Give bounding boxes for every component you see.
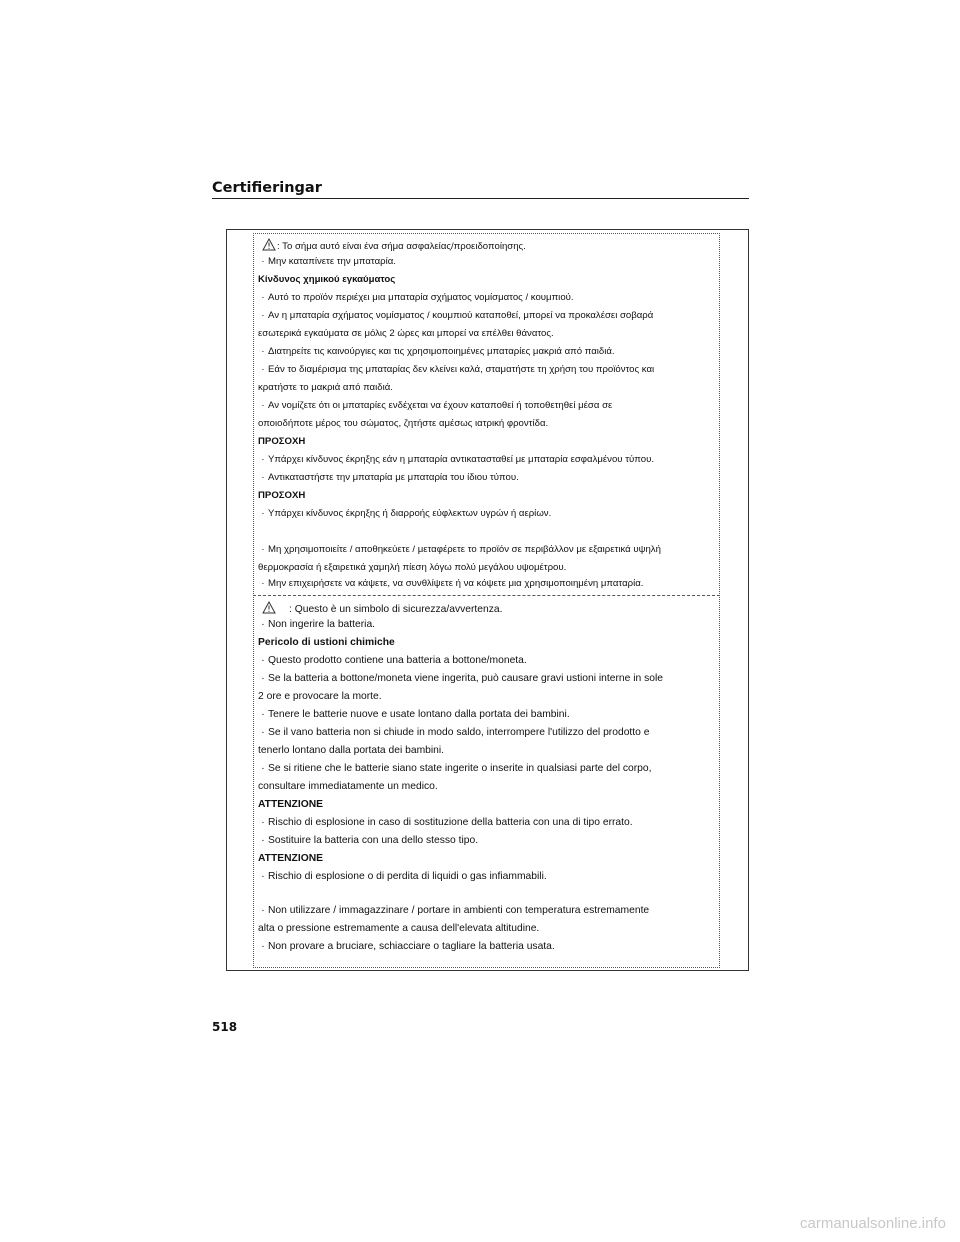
list-item <box>258 400 612 412</box>
bullet: · <box>261 619 265 630</box>
list-item <box>258 817 633 829</box>
list-item <box>258 727 649 739</box>
list-item-text: Υπάρχει κίνδυνος έκρηξης εάν η μπαταρία αντικατασταθεί με μπαταρία εσφαλμένου τύπου. <box>268 454 654 465</box>
bullet: · <box>261 400 265 411</box>
bullet: · <box>261 364 265 375</box>
list-item <box>258 941 555 953</box>
caution-heading: ATTENZIONE <box>258 799 324 810</box>
italian-symbol-note: : Questo è un simbolo di sicurezza/avvertenza. <box>289 604 503 615</box>
bullet: · <box>261 763 265 774</box>
greek-symbol-note: : Το σήμα αυτό είναι ένα σήμα ασφαλείας/προειδοποίησης. <box>277 241 526 252</box>
list-item-text: Rischio di esplosione o di perdita di liquidi o gas infiammabili. <box>268 871 547 882</box>
list-item <box>258 508 551 520</box>
bullet: · <box>261 508 265 519</box>
bullet: · <box>261 544 265 555</box>
list-item <box>258 835 478 847</box>
section-heading: Κίνδυνος χημικού εγκαύματος <box>258 274 396 285</box>
list-item <box>258 364 654 376</box>
list-item <box>258 763 652 775</box>
list-item-text: Se il vano batteria non si chiude in modo saldo, interrompere l'utilizzo del prodotto e <box>268 727 650 738</box>
list-item-text: Rischio di esplosione in caso di sostituzione della batteria con una di tipo errato. <box>268 817 633 828</box>
list-item <box>258 709 570 721</box>
list-item <box>258 454 654 466</box>
list-item-continuation: εσωτερικά εγκαύματα σε μόλις 2 ώρες και μπορεί να επέλθει θάνατος. <box>258 328 554 339</box>
list-item <box>258 655 527 667</box>
list-item-text: Υπάρχει κίνδυνος έκρηξης ή διαρροής εύφλεκτων υγρών ή αερίων. <box>268 508 552 519</box>
list-item-text: Questo prodotto contiene una batteria a bottone/moneta. <box>268 655 527 666</box>
list-item-text: Non provare a bruciare, schiacciare o tagliare la batteria usata. <box>268 941 555 952</box>
list-item-continuation: 2 ore e provocare la morte. <box>258 691 382 702</box>
warning-triangle-icon <box>262 238 276 251</box>
list-item <box>258 619 375 631</box>
section-heading: Pericolo di ustioni chimiche <box>258 637 395 648</box>
italian-symbol-line <box>258 601 502 616</box>
list-item-text: Μην επιχειρήσετε να κάψετε, να συνθλίψετε ή να κόψετε μια χρησιμοποιημένη μπαταρία. <box>268 578 644 589</box>
title-divider <box>212 198 749 199</box>
bullet: · <box>261 817 265 828</box>
list-item-continuation: tenerlo lontano dalla portata dei bambini. <box>258 745 445 756</box>
bullet: · <box>261 835 265 846</box>
list-item-text: Μην καταπίνετε την μπαταρία. <box>268 256 396 267</box>
list-item <box>258 871 547 883</box>
page-title: Certifieringar <box>212 180 322 196</box>
list-item-continuation: κρατήστε το μακριά από παιδιά. <box>258 382 393 393</box>
bullet: · <box>261 727 265 738</box>
bullet: · <box>261 871 265 882</box>
list-item <box>258 673 663 685</box>
list-item <box>258 292 574 304</box>
list-item <box>258 544 661 556</box>
bullet: · <box>261 578 265 589</box>
warning-triangle-icon <box>262 601 276 614</box>
language-divider <box>253 595 720 596</box>
bullet: · <box>261 655 265 666</box>
page-number: 518 <box>212 1020 238 1034</box>
bullet: · <box>261 256 265 267</box>
bullet: · <box>261 346 265 357</box>
list-item-text: Μη χρησιμοποιείτε / αποθηκεύετε / μεταφέρετε το προϊόν σε περιβάλλον με εξαιρετικά υψηλή <box>268 544 661 555</box>
list-item-text: Αντικαταστήστε την μπαταρία με μπαταρία του ίδιου τύπου. <box>268 472 519 483</box>
caution-heading: ΠΡΟΣΟΧΗ <box>258 436 306 447</box>
list-item-text: Αυτό το προϊόν περιέχει μια μπαταρία σχήματος νομίσματος / κουμπιού. <box>268 292 574 303</box>
list-item <box>258 905 649 917</box>
caution-heading: ATTENZIONE <box>258 853 324 864</box>
bullet: · <box>261 310 265 321</box>
bullet: · <box>261 292 265 303</box>
bullet: · <box>261 472 265 483</box>
list-item-text: Αν η μπαταρία σχήματος νομίσματος / κουμπιού καταποθεί, μπορεί να προκαλέσει σοβαρά <box>268 310 654 321</box>
list-item-continuation: consultare immediatamente un medico. <box>258 781 438 792</box>
site-watermark[interactable]: carmanualsonline.info <box>800 1215 946 1232</box>
list-item <box>258 472 519 484</box>
list-item <box>258 256 396 268</box>
list-item <box>258 578 643 590</box>
list-item-continuation: θερμοκρασία ή εξαιρετικά χαμηλή πίεση λόγω πολύ μεγάλου υψομέτρου. <box>258 562 567 573</box>
list-item <box>258 310 653 322</box>
bullet: · <box>261 941 265 952</box>
list-item-text: Non utilizzare / immagazzinare / portare in ambienti con temperatura estremamente <box>268 905 650 916</box>
caution-heading: ΠΡΟΣΟΧΗ <box>258 490 306 501</box>
list-item-text: Sostituire la batteria con una dello stesso tipo. <box>268 835 479 846</box>
list-item <box>258 346 615 358</box>
list-item-continuation: οποιοδήποτε μέρος του σώματος, ζητήστε αμέσως ιατρική φροντίδα. <box>258 418 549 429</box>
list-item-text: Αν νομίζετε ότι οι μπαταρίες ενδέχεται να έχουν καταποθεί ή τοποθετηθεί μέσα σε <box>268 400 613 411</box>
list-item-text: Tenere le batterie nuove e usate lontano dalla portata dei bambini. <box>268 709 570 720</box>
list-item-text: Διατηρείτε τις καινούργιες και τις χρησιμοποιημένες μπαταρίες μακριά από παιδιά. <box>268 346 615 357</box>
bullet: · <box>261 905 265 916</box>
bullet: · <box>261 673 265 684</box>
greek-symbol-line <box>258 238 526 253</box>
list-item-text: Εάν το διαμέρισμα της μπαταρίας δεν κλείνει καλά, σταματήστε τη χρήση του προϊόντος και <box>268 364 655 375</box>
list-item-text: Se la batteria a bottone/moneta viene ingerita, può causare gravi ustioni interne in sole <box>268 673 663 684</box>
list-item-text: Non ingerire la batteria. <box>268 619 376 630</box>
list-item-continuation: alta o pressione estremamente a causa dell'elevata altitudine. <box>258 923 540 934</box>
bullet: · <box>261 709 265 720</box>
list-item-text: Se si ritiene che le batterie siano state ingerite o inserite in qualsiasi parte del corpo, <box>268 763 652 774</box>
bullet: · <box>261 454 265 465</box>
